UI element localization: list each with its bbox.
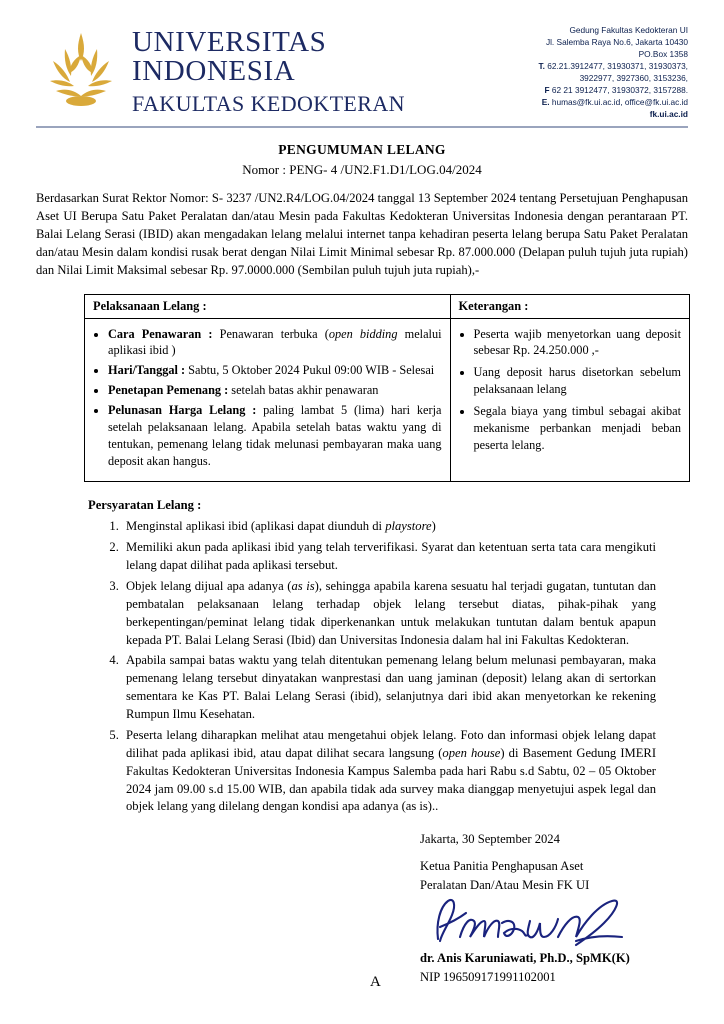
cell-keterangan xyxy=(450,318,690,482)
brand-block xyxy=(36,22,473,115)
item-label: Cara Penawaran : xyxy=(108,326,213,341)
intro-paragraph: Berdasarkan Surat Rektor Nomor: S- 3237 /UN2.R4/LOG.04/2024 tanggal 13 September 2024 tentang Persetujuan Penghapusan Aset UI Berupa Satu Paket Peralatan dan/atau Mesin pada Fakultas Kedokteran Universitas Indonesia dengan perantaraan PT. Balai Lelang Serasi (IBID) akan mengadakan lelang melalui internet tanpa kehadiran peserta lelang berupa Satu Paket Peralatan dan/atau Mesin dalam kondisi rusak berat dengan Nilai Limit Minimal sebesar Rp. 87.000.000 (Delapan puluh tujuh juta rupiah) dan Nilai Limit Maksimal sebesar Rp. 97.0000.000 (Sembilan puluh tujuh juta rupiah),- xyxy=(36,191,688,277)
document-number: Nomor : PENG- 4 /UN2.F1.D1/LOG.04/2024 xyxy=(242,162,482,178)
signature-block xyxy=(420,830,688,986)
pelaksanaan-list xyxy=(93,326,442,471)
req-post: ) di Basement Gedung IMERI Fakultas Kedokteran Universitas Indonesia Kampus Salemba pada hari Rabu s.d Sabtu, 02 – 05 Oktober 2024 jam 09.00 s.d 15.00 WIB, dan apabila tidak ada survey maka dianggap menyetujui aspek legal dan objek lelang yang dilelang dengan kondisi apa adanya (as is).. xyxy=(126,745,657,814)
item-label: Hari/Tanggal : xyxy=(108,363,186,378)
list-item xyxy=(122,652,656,724)
list-item xyxy=(122,727,656,816)
item-text: paling lambat 5 (lima) hari kerja setelah pelaksanaan lelang. Apabila setelah batas waktu yang di tentukan, pemenang lelang tidak melunasi pembayaran maka uang deposit akan hangus. xyxy=(108,403,442,469)
list-item xyxy=(108,326,442,360)
req-pre: Menginstal aplikasi ibid (aplikasi dapat diunduh di xyxy=(126,519,386,534)
list-item: • Uang deposit harus disetorkan sebelum pelaksanaan lelang xyxy=(474,364,682,398)
req-pre: Objek lelang dijual apa adanya ( xyxy=(126,578,292,593)
auction-details-table xyxy=(84,294,690,483)
email-label: E. xyxy=(541,97,550,108)
email-value: humas@fk.ui.ac.id, office@fk.ui.ac.id xyxy=(551,97,688,108)
req-pre: Memiliki akun pada aplikasi ibid yang telah terverifikasi. Syarat dan ketentuan serta tata cara mengikuti lelang dapat dilihat pada aplikasi tersebut. xyxy=(126,540,656,572)
item-label: Pelunasan Harga Lelang : xyxy=(108,403,257,418)
item-label: Penetapan Pemenang : xyxy=(108,383,229,398)
university-name: UNIVERSITAS INDONESIA xyxy=(132,26,327,87)
req-post: ) xyxy=(431,519,436,534)
page-title: PENGUMUMAN LELANG xyxy=(278,142,446,158)
header-divider xyxy=(36,126,688,128)
header-keterangan: Keterangan : xyxy=(450,294,690,318)
contact-tel2: 3922977, 3927360, 3153236, xyxy=(579,73,688,84)
contact-tel xyxy=(473,60,688,72)
letterhead xyxy=(36,22,688,120)
contact-line1: Gedung Fakultas Kedokteran UI xyxy=(569,25,688,35)
signer-role-line1: Ketua Panitia Penghapusan Aset xyxy=(420,859,584,874)
req-pre: Peserta lelang diharapkan melihat atau mengetahui objek lelang. Foto dan informasi objek lelang dapat dilihat pada aplikasi ibid, atau dapat dilihat secara langsung ( xyxy=(126,727,656,760)
item-italic: open bidding xyxy=(328,326,398,341)
place-date: Jakarta, 30 September 2024 xyxy=(420,832,560,847)
item-text2: melalui aplikasi ibid ) xyxy=(108,326,442,358)
paraf-mark: A xyxy=(370,974,381,990)
contact-line3: PO.Box 1358 xyxy=(638,49,688,60)
brand-text xyxy=(132,22,473,115)
list-item xyxy=(122,539,656,575)
item-text: setelah batas akhir penawaran xyxy=(228,383,379,398)
req-pre: Apabila sampai batas waktu yang telah ditentukan pemenang lelang belum melunasi pembayaran, maka pemenang lelang tersebut dinyatakan wanprestasi dan uang jaminan (deposit) lelang akan di sertorkan sementara ke Kas PT. Balai Lelang Serasi (ibid), selanjutnya dari ibid akan menyetorkan ke rekening Rumpun Ilmu Kesehatan. xyxy=(126,653,656,721)
list-item xyxy=(122,578,656,650)
tel-value: 62.21.3912477, 31930371, 31930373, xyxy=(547,61,688,72)
requirements-list xyxy=(36,518,688,816)
req-italic: as is xyxy=(291,578,315,593)
header-pelaksanaan: Pelaksanaan Lelang : xyxy=(85,294,451,318)
faculty-name: FAKULTAS KEDOKTERAN xyxy=(132,91,405,116)
req-italic: open house xyxy=(442,745,501,760)
table-body-row xyxy=(85,318,690,482)
contact-email xyxy=(473,96,688,108)
signer-name: dr. Anis Karuniawati, Ph.D., SpMK(K) xyxy=(420,950,630,965)
tel-label: T. xyxy=(538,61,545,72)
list-item: • Segala biaya yang timbul sebagai akibat mekanisme perbankan menjadi beban peserta lelang. xyxy=(474,403,682,454)
contact-web: fk.ui.ac.id xyxy=(649,109,688,120)
list-item xyxy=(108,382,442,399)
req-italic: playstore xyxy=(385,519,432,534)
item-text: Sabtu, 5 Oktober 2024 Pukul 09:00 WIB - Selesai xyxy=(185,363,435,378)
contact-fax xyxy=(473,84,688,96)
list-item xyxy=(122,518,656,536)
list-item: • Peserta wajib menyetorkan uang deposit sebesar Rp. 24.250.000 ,- xyxy=(474,326,682,360)
makara-ui-logo xyxy=(44,29,118,109)
contact-block xyxy=(473,22,688,120)
fax-label: F xyxy=(544,85,550,96)
table-header-row xyxy=(85,294,690,318)
signer-role-line2: Peralatan Dan/Atau Mesin FK UI xyxy=(420,878,590,893)
list-item xyxy=(108,362,442,379)
signer-nip: NIP 196509171991102001 xyxy=(420,969,556,984)
keterangan-list xyxy=(459,326,682,455)
req-post: ), sehingga apabila karena sesuatu hal terjadi gugatan, tuntutan dan pembatalan pelaksanaan lelang terhadap objek lelang tersebut diatas, pihak-pihak yang berkepentingan/peminat lelang tidak diperkenankan untuk melakukan tuntutan dalam bentuk apapun kepada PT. Balai Lelang Serasi (Ibid) dan Universitas Indonesia dalam hal ini Fakultas Kedokteran. xyxy=(126,578,656,647)
signature-karuniawati xyxy=(420,897,688,949)
item-text: Penawaran terbuka ( xyxy=(212,326,329,341)
contact-line2: Jl. Salemba Raya No.6, Jakarta 10430 xyxy=(545,37,688,48)
requirements-heading: Persyaratan Lelang : xyxy=(88,498,202,513)
cell-pelaksanaan xyxy=(85,318,451,482)
list-item xyxy=(108,402,442,470)
fax-value: 62 21 3912477, 31930372, 3157288. xyxy=(551,85,688,96)
